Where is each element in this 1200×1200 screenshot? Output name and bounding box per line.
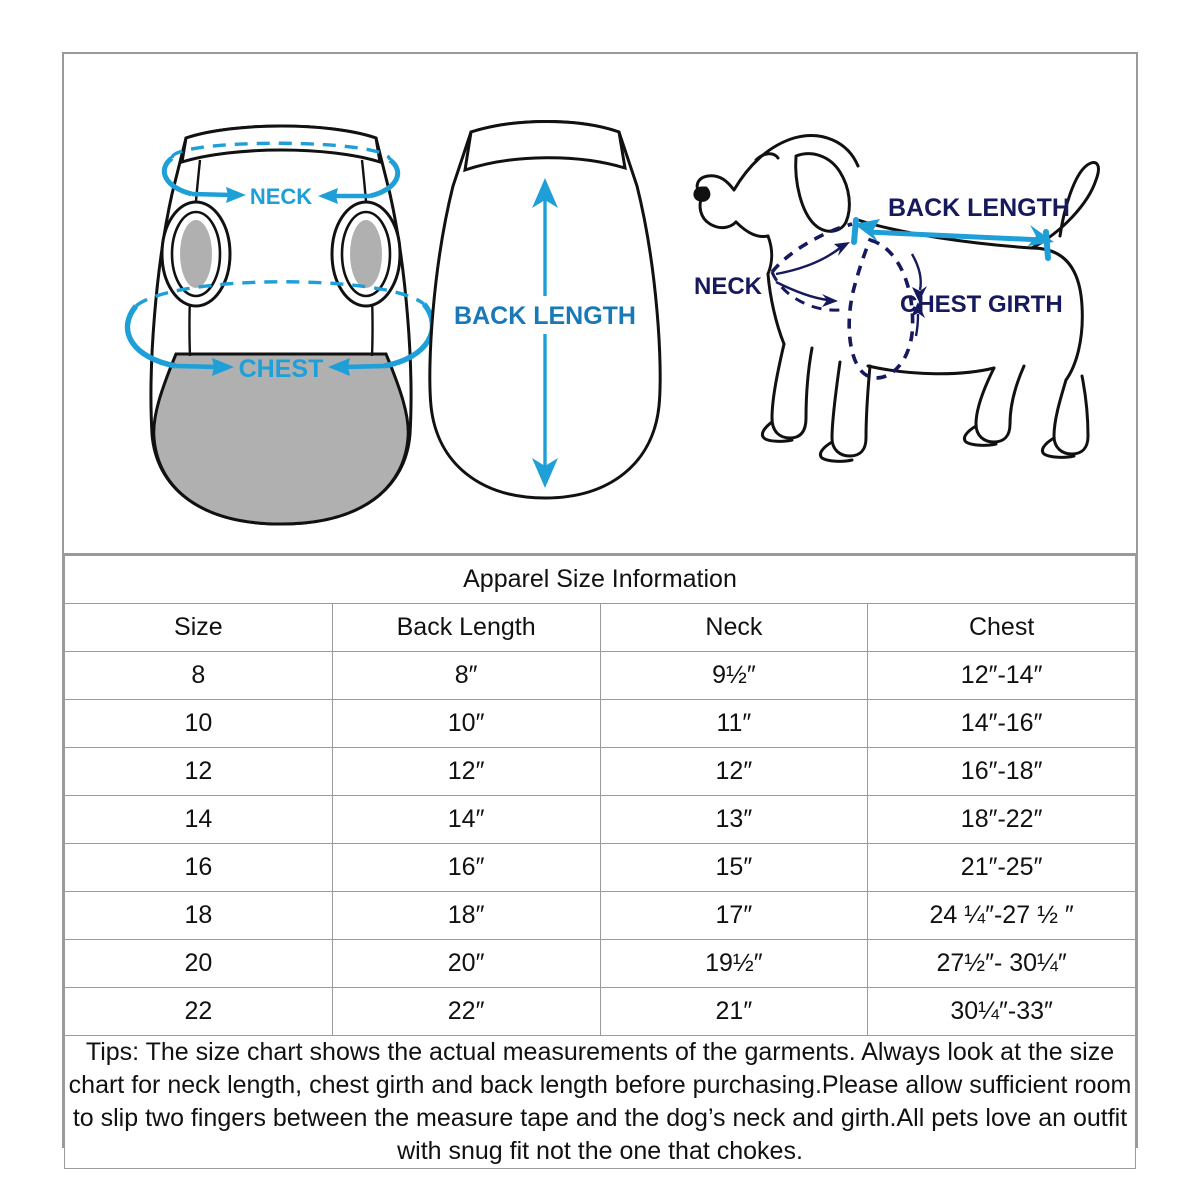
dog-chin: [768, 236, 772, 274]
dog-neck-arrow-up-head: [834, 242, 850, 256]
dog-chest-arrow-down-shaft: [912, 254, 921, 290]
dog-back-length-label: BACK LENGTH: [888, 194, 1070, 222]
table-header-row: [65, 604, 1136, 652]
cell-neck: 13″: [600, 796, 868, 844]
dog-chest-girth-label: CHEST GIRTH: [900, 291, 1063, 318]
dog-neck-arrow-up-shaft: [776, 248, 840, 274]
cell-chest: 18″-22″: [868, 796, 1136, 844]
cell-neck: 19½″: [600, 940, 868, 988]
front-right-armhole-fill: [350, 220, 382, 288]
cell-size: 22: [65, 988, 333, 1036]
cell-back-length: 14″: [332, 796, 600, 844]
cell-neck: 11″: [600, 700, 868, 748]
apparel-size-table: [64, 555, 1136, 1169]
chest-arrow-right-shaft: [344, 366, 384, 367]
dog-front-leg-right: [832, 362, 870, 456]
dog-rear-leg-left: [976, 366, 1024, 442]
cell-chest: 16″-18″: [868, 748, 1136, 796]
back-length-tick-rear: [1046, 232, 1048, 258]
table-title: Apparel Size Information: [65, 556, 1136, 604]
cell-chest: 12″-14″: [868, 652, 1136, 700]
cell-chest: 27½″- 30¼″: [868, 940, 1136, 988]
cell-size: 20: [65, 940, 333, 988]
dog-rear-leg-right: [1054, 376, 1088, 454]
cell-chest: 21″-25″: [868, 844, 1136, 892]
garment-front-view: [114, 116, 444, 556]
tips-row: [65, 1036, 1136, 1169]
cell-back-length: 22″: [332, 988, 600, 1036]
dog-eye: [756, 154, 778, 160]
cell-size: 14: [65, 796, 333, 844]
header-size: Size: [65, 604, 333, 652]
cell-back-length: 18″: [332, 892, 600, 940]
dog-jaw: [736, 222, 768, 236]
back-length-tick-front: [854, 220, 856, 242]
cell-size: 18: [65, 892, 333, 940]
table-title-row: [65, 556, 1136, 604]
cell-size: 8: [65, 652, 333, 700]
size-chart-frame: [62, 52, 1138, 1165]
cell-back-length: 20″: [332, 940, 600, 988]
cell-chest: 14″-16″: [868, 700, 1136, 748]
dog-ear: [796, 154, 850, 232]
chest-arrow-left-shaft: [176, 366, 218, 367]
table-row: [65, 844, 1136, 892]
neck-arrow-left-shaft: [192, 194, 232, 195]
dog-neck-label: NECK: [694, 273, 763, 300]
tips-text: Tips: The size chart shows the actual measurements of the garments. Always look at the size chart for neck length, chest girth and back length before purchasing.Please allow sufficient room to slip two fingers between the measure tape and the dog’s neck and girth.All pets love an outfit with snug fit not the one that chokes.: [65, 1036, 1136, 1169]
cell-back-length: 16″: [332, 844, 600, 892]
header-chest: Chest: [868, 604, 1136, 652]
cell-back-length: 12″: [332, 748, 600, 796]
table-row: [65, 652, 1136, 700]
cell-neck: 9½″: [600, 652, 868, 700]
cell-size: 16: [65, 844, 333, 892]
table-row: [65, 748, 1136, 796]
cell-chest: 30¼″-33″: [868, 988, 1136, 1036]
garment-back-view: [419, 116, 669, 516]
cell-neck: 15″: [600, 844, 868, 892]
dog-measurement-illustration: [672, 112, 1142, 472]
table-row: [65, 796, 1136, 844]
dog-belly: [868, 366, 994, 374]
front-left-armhole-fill: [180, 220, 212, 288]
table-row: [65, 988, 1136, 1036]
cell-neck: 12″: [600, 748, 868, 796]
cell-neck: 17″: [600, 892, 868, 940]
back-length-label: BACK LENGTH: [454, 302, 636, 330]
cell-back-length: 10″: [332, 700, 600, 748]
neck-label: NECK: [249, 184, 313, 209]
dog-nose: [695, 188, 709, 200]
dog-neck-dashed-line-lower: [772, 272, 840, 310]
header-neck: Neck: [600, 604, 868, 652]
diagram-region: [64, 54, 1136, 555]
table-row: [65, 940, 1136, 988]
cell-chest: 24 ¼″-27 ½ ″: [868, 892, 1136, 940]
cell-size: 10: [65, 700, 333, 748]
table-region: [64, 555, 1136, 1165]
cell-neck: 21″: [600, 988, 868, 1036]
dog-front-leg-left: [772, 344, 812, 438]
cell-back-length: 8″: [332, 652, 600, 700]
table-row: [65, 892, 1136, 940]
cell-size: 12: [65, 748, 333, 796]
header-back-length: Back Length: [332, 604, 600, 652]
table-row: [65, 700, 1136, 748]
chest-label: CHEST: [238, 355, 324, 383]
